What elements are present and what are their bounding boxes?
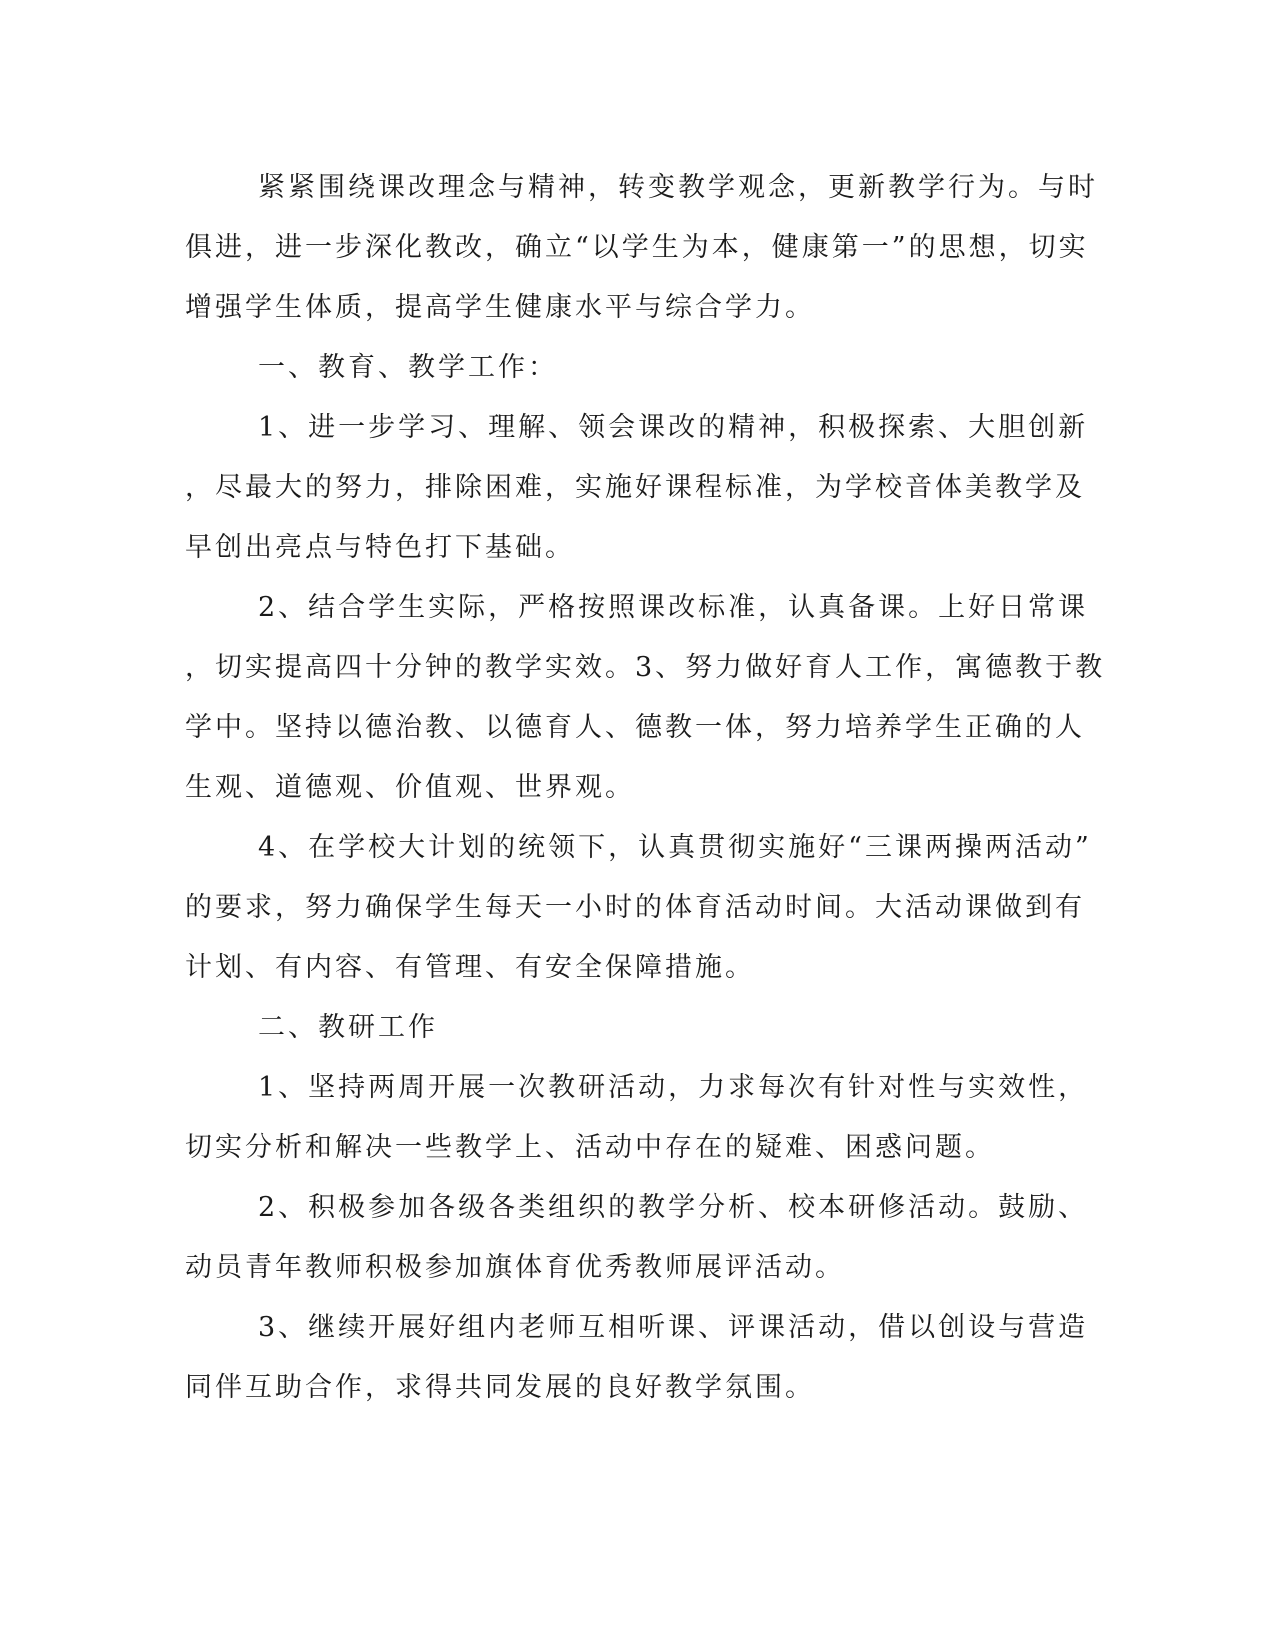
section-heading-research: 二、教研工作: [258, 1012, 438, 1043]
text-line: 4、在学校大计划的统领下，认真贯彻实施好“三课两操两活动”: [258, 832, 1092, 863]
text-line: 紧紧围绕课改理念与精神，转变教学观念，更新教学行为。与时: [258, 172, 1098, 203]
text-line: 切实分析和解决一些教学上、活动中存在的疑难、困惑问题。: [185, 1132, 995, 1163]
document-body: [185, 158, 1106, 1418]
text-line: 2、结合学生实际，严格按照课改标准，认真备课。上好日常课: [258, 592, 1089, 623]
text-line: 增强学生体质，提高学生健康水平与综合学力。: [185, 292, 815, 323]
text-line: 1、坚持两周开展一次教研活动，力求每次有针对性与实效性，: [258, 1072, 1089, 1103]
text-line: 学中。坚持以德治教、以德育人、德教一体，努力培养学生正确的人: [185, 712, 1085, 743]
text-line: 2、积极参加各级各类组织的教学分析、校本研修活动。鼓励、: [258, 1192, 1089, 1223]
text-line: ，切实提高四十分钟的教学实效。3、努力做好育人工作，寓德教于教: [185, 652, 1106, 683]
text-line: 生观、道德观、价值观、世界观。: [185, 772, 635, 803]
text-line: 1、进一步学习、理解、领会课改的精神，积极探索、大胆创新: [258, 412, 1089, 443]
text-line: 俱进，进一步深化教改，确立“以学生为本，健康第一”的思想，切实: [185, 232, 1089, 263]
text-line: 计划、有内容、有管理、有安全保障措施。: [185, 952, 755, 983]
text-line: 动员青年教师积极参加旗体育优秀教师展评活动。: [185, 1252, 845, 1283]
text-line: ，尽最大的努力，排除困难，实施好课程标准，为学校音体美教学及: [185, 472, 1085, 503]
text-line: 早创出亮点与特色打下基础。: [185, 532, 575, 563]
text-line: 的要求，努力确保学生每天一小时的体育活动时间。大活动课做到有: [185, 892, 1085, 923]
text-line: 3、继续开展好组内老师互相听课、评课活动，借以创设与营造: [258, 1312, 1089, 1343]
text-line: 同伴互助合作，求得共同发展的良好教学氛围。: [185, 1372, 815, 1403]
section-heading-education: 一、教育、教学工作：: [258, 352, 558, 383]
